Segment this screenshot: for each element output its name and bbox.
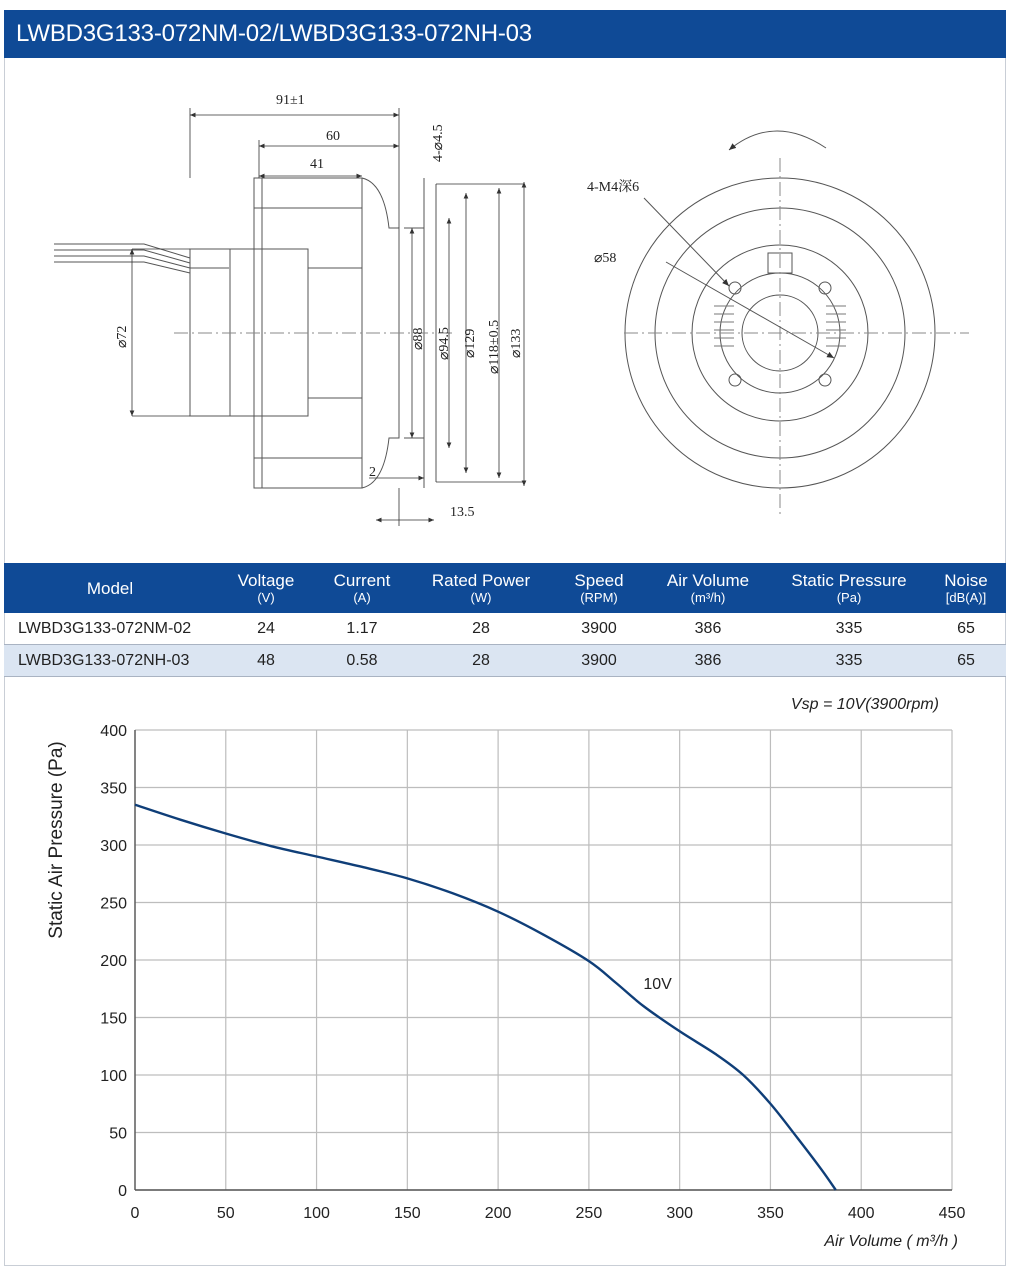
x-tick-label: 50 xyxy=(216,1205,235,1222)
x-axis-label: Air Volume ( m³/h ) xyxy=(824,1233,958,1250)
dim-dia-94: ⌀94.5 xyxy=(437,327,452,360)
cell-current: 1.17 xyxy=(316,613,408,645)
table-row xyxy=(4,613,1006,645)
cell-air-volume: 386 xyxy=(644,645,772,677)
cell-static-pressure: 335 xyxy=(772,613,926,645)
header-current: Current (A) xyxy=(316,563,408,613)
dim-dia-129: ⌀129 xyxy=(463,328,478,358)
y-tick-label: 250 xyxy=(100,895,127,913)
cell-model: LWBD3G133-072NH-03 xyxy=(4,645,216,677)
cell-noise: 65 xyxy=(926,613,1006,645)
dim-gap-2: 2 xyxy=(369,465,376,480)
dim-screw: 4-M4深6 xyxy=(587,180,640,195)
technical-drawing xyxy=(4,58,1006,563)
x-tick-label: 400 xyxy=(847,1205,875,1222)
dim-dia-133: ⌀133 xyxy=(509,328,524,358)
dim-hole-dia: 4-⌀4.5 xyxy=(431,124,446,162)
spec-table xyxy=(4,563,1006,677)
header-voltage: Voltage (V) xyxy=(216,563,316,613)
y-tick-label: 150 xyxy=(100,1010,127,1028)
cell-voltage: 24 xyxy=(216,613,316,645)
header-model: Model xyxy=(4,563,216,613)
cell-speed: 3900 xyxy=(554,613,644,645)
y-tick-label: 300 xyxy=(100,838,127,855)
dim-length-60: 60 xyxy=(326,129,340,144)
y-tick-label: 350 xyxy=(100,780,127,798)
cell-static-pressure: 335 xyxy=(772,645,926,677)
performance-chart xyxy=(4,680,1006,1266)
cell-air-volume: 386 xyxy=(644,613,772,645)
table-row xyxy=(4,645,1006,677)
dim-overall-length: 91±1 xyxy=(276,93,305,108)
dim-dia-88: ⌀88 xyxy=(411,327,426,350)
series-label: 10V xyxy=(643,975,672,993)
dim-offset-13: 13.5 xyxy=(450,505,475,520)
dim-motor-dia: ⌀72 xyxy=(115,325,130,348)
x-tick-label: 200 xyxy=(484,1205,512,1222)
y-tick-label: 0 xyxy=(118,1183,127,1200)
cell-voltage: 48 xyxy=(216,645,316,677)
cell-model: LWBD3G133-072NM-02 xyxy=(4,613,216,645)
x-tick-label: 150 xyxy=(393,1205,421,1222)
dim-length-41: 41 xyxy=(310,157,324,172)
y-tick-label: 200 xyxy=(100,953,127,970)
cell-noise: 65 xyxy=(926,645,1006,677)
cell-current: 0.58 xyxy=(316,645,408,677)
y-tick-label: 50 xyxy=(109,1125,127,1143)
table-header-row xyxy=(4,563,1006,613)
page-title: LWBD3G133-072NM-02/LWBD3G133-072NH-03 xyxy=(16,20,532,47)
dim-dia-58: ⌀58 xyxy=(594,251,617,266)
cell-rated-power: 28 xyxy=(408,613,554,645)
x-tick-label: 0 xyxy=(130,1205,140,1222)
header-static-pressure: Static Pressure (Pa) xyxy=(772,563,926,613)
dim-dia-118: ⌀118±0.5 xyxy=(487,319,502,374)
header-speed: Speed (RPM) xyxy=(554,563,644,613)
header-rated-power: Rated Power (W) xyxy=(408,563,554,613)
x-tick-label: 450 xyxy=(938,1205,966,1222)
title-bar xyxy=(4,10,1006,58)
header-noise: Noise [dB(A)] xyxy=(926,563,1006,613)
cell-rated-power: 28 xyxy=(408,645,554,677)
header-air-volume: Air Volume (m³/h) xyxy=(644,563,772,613)
y-axis-label: Static Air Pressure (Pa) xyxy=(46,741,67,939)
x-tick-label: 250 xyxy=(575,1205,603,1222)
cell-speed: 3900 xyxy=(554,645,644,677)
chart-annotation: Vsp = 10V(3900rpm) xyxy=(790,696,939,713)
x-tick-label: 100 xyxy=(303,1205,330,1222)
y-tick-label: 100 xyxy=(100,1068,127,1085)
x-tick-label: 300 xyxy=(666,1205,694,1222)
y-tick-label: 400 xyxy=(100,723,127,740)
x-tick-label: 350 xyxy=(757,1205,784,1222)
